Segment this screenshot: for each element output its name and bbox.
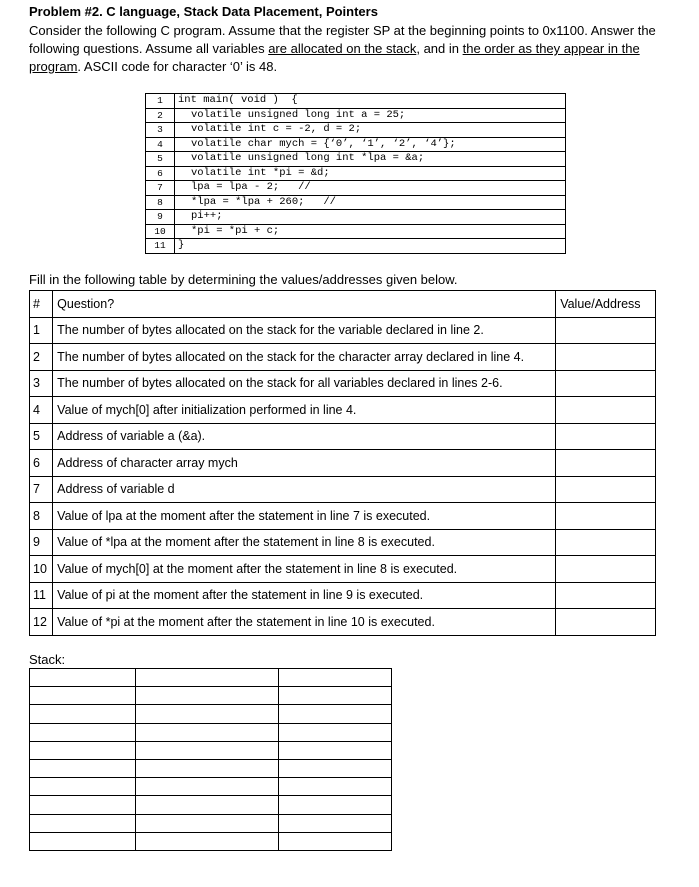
intro-text-1: Consider the following C program. Assume that the register SP at the beginning points to 0x1100. Answer the following questions. Assume all variables [29, 23, 656, 56]
stack-cell[interactable] [30, 832, 136, 850]
intro-text-2: , and in [416, 41, 463, 56]
question-row [30, 582, 656, 609]
stack-cell[interactable] [30, 723, 136, 741]
question-row [30, 476, 656, 503]
code-line-number: 1 [146, 94, 175, 109]
intro-underline-1: are allocated on the stack [268, 41, 417, 56]
question-number: 8 [30, 503, 53, 530]
question-text: The number of bytes allocated on the stack for all variables declared in lines 2-6. [53, 370, 556, 397]
question-text: Value of mych[0] at the moment after the statement in line 8 is executed. [53, 556, 556, 583]
stack-table [29, 668, 392, 851]
stack-row [30, 778, 392, 796]
code-line [146, 181, 566, 196]
question-text: Value of lpa at the moment after the statement in line 7 is executed. [53, 503, 556, 530]
code-line [146, 239, 566, 254]
questions-header-row [30, 291, 656, 318]
intro-underline-2: the order as they appear in the program [29, 41, 640, 74]
code-line-number: 9 [146, 210, 175, 225]
code-line-text: pi++; [175, 210, 566, 225]
code-line-number: 4 [146, 137, 175, 152]
code-line-number: 5 [146, 152, 175, 167]
stack-cell[interactable] [30, 796, 136, 814]
stack-row [30, 832, 392, 850]
stack-cell[interactable] [278, 741, 391, 759]
answer-cell[interactable] [556, 503, 656, 530]
answer-cell[interactable] [556, 317, 656, 344]
question-row [30, 370, 656, 397]
question-row [30, 397, 656, 424]
question-text: Value of pi at the moment after the statement in line 9 is executed. [53, 582, 556, 609]
stack-cell[interactable] [30, 778, 136, 796]
answer-cell[interactable] [556, 476, 656, 503]
question-text: Address of variable a (&a). [53, 423, 556, 450]
question-row [30, 503, 656, 530]
question-number: 9 [30, 529, 53, 556]
question-text: Address of variable d [53, 476, 556, 503]
code-line-number: 10 [146, 224, 175, 239]
code-line-number: 11 [146, 239, 175, 254]
code-line-text: } [175, 239, 566, 254]
stack-row [30, 759, 392, 777]
answer-cell[interactable] [556, 609, 656, 636]
stack-cell[interactable] [136, 669, 278, 687]
header-question: Question? [53, 291, 556, 318]
answer-cell[interactable] [556, 423, 656, 450]
code-line-number: 7 [146, 181, 175, 196]
stack-cell[interactable] [278, 759, 391, 777]
code-line [146, 108, 566, 123]
question-row [30, 529, 656, 556]
question-number: 6 [30, 450, 53, 477]
question-text: Address of character array mych [53, 450, 556, 477]
stack-cell[interactable] [136, 687, 278, 705]
code-line [146, 94, 566, 109]
code-line [146, 210, 566, 225]
question-number: 12 [30, 609, 53, 636]
code-line [146, 152, 566, 167]
question-row [30, 450, 656, 477]
question-number: 11 [30, 582, 53, 609]
code-line-text: volatile unsigned long int *lpa = &a; [175, 152, 566, 167]
code-line-number: 8 [146, 195, 175, 210]
stack-cell[interactable] [278, 687, 391, 705]
code-line-text: *pi = *pi + c; [175, 224, 566, 239]
stack-row [30, 796, 392, 814]
question-text: The number of bytes allocated on the stack for the variable declared in line 2. [53, 317, 556, 344]
answer-cell[interactable] [556, 556, 656, 583]
stack-cell[interactable] [136, 705, 278, 723]
stack-cell[interactable] [278, 723, 391, 741]
stack-cell[interactable] [136, 759, 278, 777]
code-line-text: volatile char mych = {‘0’, ‘1’, ‘2’, ‘4’}; [175, 137, 566, 152]
answer-cell[interactable] [556, 370, 656, 397]
stack-cell[interactable] [136, 814, 278, 832]
stack-row [30, 723, 392, 741]
header-value-address: Value/Address [556, 291, 656, 318]
code-line [146, 224, 566, 239]
question-row [30, 317, 656, 344]
intro-text-3: . ASCII code for character ‘0’ is 48. [77, 59, 278, 74]
question-row [30, 423, 656, 450]
stack-row [30, 814, 392, 832]
answer-cell[interactable] [556, 344, 656, 371]
question-text: Value of *pi at the moment after the statement in line 10 is executed. [53, 609, 556, 636]
header-number: # [30, 291, 53, 318]
stack-cell[interactable] [136, 723, 278, 741]
question-number: 4 [30, 397, 53, 424]
question-text: The number of bytes allocated on the stack for the character array declared in line 4. [53, 344, 556, 371]
stack-cell[interactable] [30, 705, 136, 723]
code-listing [145, 93, 566, 254]
question-number: 5 [30, 423, 53, 450]
stack-cell[interactable] [278, 832, 391, 850]
question-number: 7 [30, 476, 53, 503]
stack-row [30, 741, 392, 759]
code-line-text: volatile int *pi = &d; [175, 166, 566, 181]
stack-row [30, 687, 392, 705]
code-line [146, 137, 566, 152]
code-line-text: volatile int c = -2, d = 2; [175, 123, 566, 138]
stack-cell[interactable] [278, 796, 391, 814]
code-line [146, 123, 566, 138]
question-number: 2 [30, 344, 53, 371]
problem-title: Problem #2. C language, Stack Data Placement, Pointers [29, 4, 378, 19]
question-row [30, 344, 656, 371]
stack-label: Stack: [29, 652, 66, 667]
code-line-text: int main( void ) { [175, 94, 566, 109]
fill-in-instructions: Fill in the following table by determining the values/addresses given below. [29, 272, 458, 287]
question-number: 10 [30, 556, 53, 583]
stack-cell[interactable] [136, 741, 278, 759]
stack-cell[interactable] [136, 796, 278, 814]
stack-cell[interactable] [30, 814, 136, 832]
stack-cell[interactable] [278, 669, 391, 687]
stack-cell[interactable] [30, 669, 136, 687]
question-number: 3 [30, 370, 53, 397]
code-line-text: *lpa = *lpa + 260; // [175, 195, 566, 210]
code-line [146, 195, 566, 210]
code-line-number: 6 [146, 166, 175, 181]
question-text: Value of *lpa at the moment after the statement in line 8 is executed. [53, 529, 556, 556]
stack-row [30, 705, 392, 723]
questions-table [29, 290, 656, 636]
stack-cell[interactable] [30, 741, 136, 759]
code-line [146, 166, 566, 181]
code-line-text: lpa = lpa - 2; // [175, 181, 566, 196]
question-number: 1 [30, 317, 53, 344]
question-text: Value of mych[0] after initialization performed in line 4. [53, 397, 556, 424]
stack-row [30, 669, 392, 687]
stack-cell[interactable] [278, 814, 391, 832]
answer-cell[interactable] [556, 582, 656, 609]
problem-intro [29, 22, 679, 76]
stack-cell[interactable] [136, 778, 278, 796]
code-line-number: 2 [146, 108, 175, 123]
stack-cell[interactable] [278, 778, 391, 796]
question-row [30, 556, 656, 583]
stack-cell[interactable] [30, 759, 136, 777]
answer-cell[interactable] [556, 397, 656, 424]
code-line-text: volatile unsigned long int a = 25; [175, 108, 566, 123]
code-line-number: 3 [146, 123, 175, 138]
stack-cell[interactable] [278, 705, 391, 723]
stack-cell[interactable] [30, 687, 136, 705]
answer-cell[interactable] [556, 529, 656, 556]
question-row [30, 609, 656, 636]
answer-cell[interactable] [556, 450, 656, 477]
stack-cell[interactable] [136, 832, 278, 850]
